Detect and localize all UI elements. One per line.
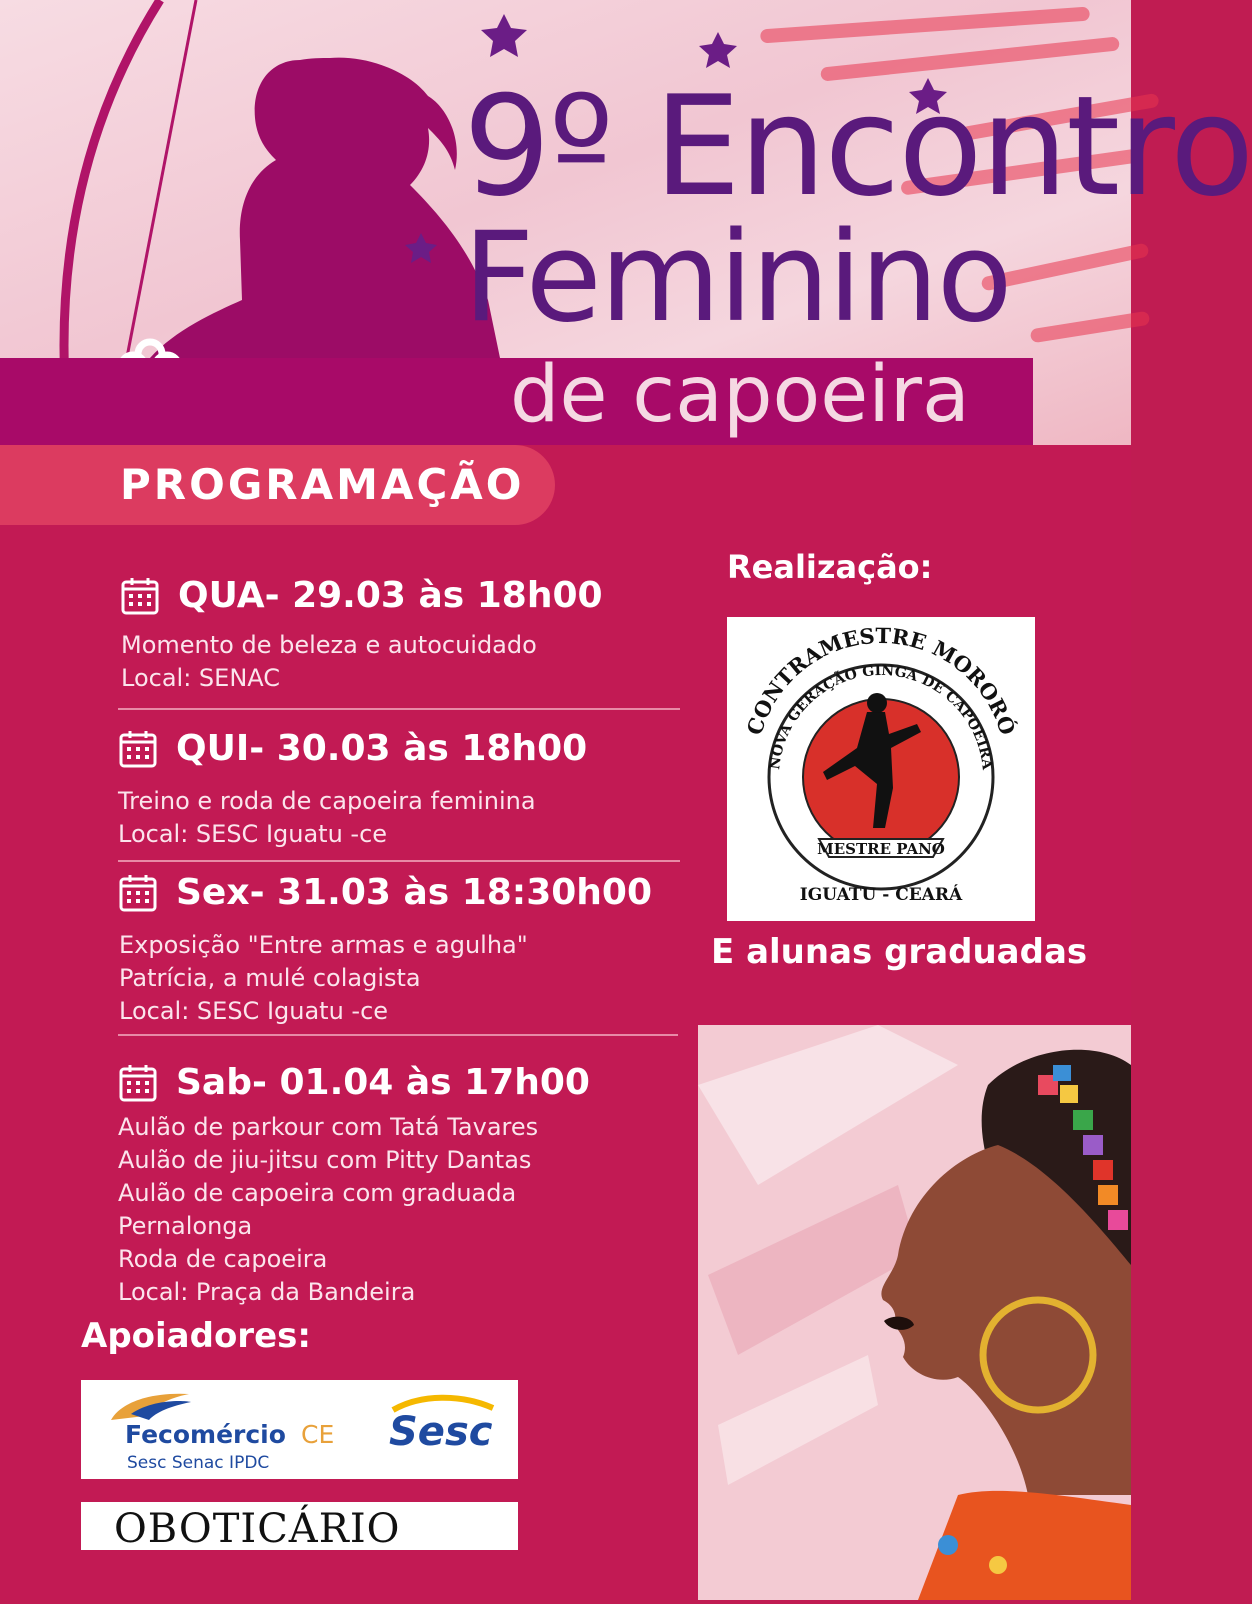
programacao-heading: PROGRAMAÇÃO xyxy=(120,460,525,509)
event-3-title: Sex- 31.03 às 18:30h00 xyxy=(176,872,653,913)
capoeira-group-logo-icon xyxy=(727,617,1035,921)
event-3-line: Local: SESC Iguatu -ce xyxy=(119,997,389,1025)
event-3-line: Patrícia, a mulé colagista xyxy=(119,964,421,992)
event-1-line: Local: SENAC xyxy=(121,664,281,692)
event-2-header xyxy=(118,728,587,769)
event-4-line: Pernalonga xyxy=(118,1212,253,1240)
event-3-details xyxy=(119,929,528,1028)
event-2-title: QUI- 30.03 às 18h00 xyxy=(176,728,588,769)
org-logo xyxy=(727,617,1035,921)
woman-profile-icon xyxy=(698,1025,1131,1600)
fecomercio-sesc-logo xyxy=(81,1380,518,1479)
sesc-name: Sesc xyxy=(389,1409,493,1455)
event-2-details xyxy=(118,785,536,851)
event-4-line: Aulão de jiu-jitsu com Pitty Dantas xyxy=(118,1146,532,1174)
boticario-logo xyxy=(81,1502,518,1550)
graduadas-note: E alunas graduadas xyxy=(711,932,1088,972)
event-1-header xyxy=(120,575,603,616)
event-4-line: Roda de capoeira xyxy=(118,1245,328,1273)
boticario-name: OBOTICÁRIO xyxy=(114,1506,401,1552)
woman-illustration xyxy=(698,1025,1131,1600)
event-4-line: Aulão de parkour com Tatá Tavares xyxy=(118,1113,539,1141)
event-4-line: Aulão de capoeira com graduada xyxy=(118,1179,517,1207)
event-4-details xyxy=(118,1111,538,1309)
divider xyxy=(118,708,680,710)
logo-top-arc: CONTRAMESTRE MORORÓ xyxy=(741,622,1021,738)
event-1-title: QUA- 29.03 às 18h00 xyxy=(178,575,603,616)
event-4-title: Sab- 01.04 às 17h00 xyxy=(176,1062,590,1103)
event-3-line: Exposição "Entre armas e agulha" xyxy=(119,931,528,959)
event-4-header xyxy=(118,1062,590,1103)
event-4-line: Local: Praça da Bandeira xyxy=(118,1278,416,1306)
event-3-header xyxy=(118,872,652,913)
logo-bottom: IGUATU - CEARÁ xyxy=(799,885,963,905)
logo-banner: MESTRE PANO xyxy=(817,840,945,858)
event-2-line: Treino e roda de capoeira feminina xyxy=(118,787,536,815)
divider xyxy=(118,1034,678,1036)
fecomercio-name: Fecomércio xyxy=(125,1420,286,1449)
apoiadores-heading: Apoiadores: xyxy=(81,1316,311,1356)
realizacao-heading: Realização: xyxy=(727,548,933,586)
fecomercio-suffix: CE xyxy=(301,1420,335,1449)
calendar-icon xyxy=(118,729,158,769)
divider xyxy=(118,860,680,862)
boticario-logo-icon xyxy=(81,1502,518,1550)
event-subtitle: de capoeira xyxy=(510,350,970,440)
header-banner xyxy=(0,0,1252,445)
event-2-line: Local: SESC Iguatu -ce xyxy=(118,820,388,848)
event-title-line2: Feminino xyxy=(463,206,1011,350)
fecomercio-sesc-logo-icon xyxy=(81,1380,518,1479)
calendar-icon xyxy=(120,576,160,616)
logo-inner-arc: NOVA GERAÇÃO GINGA DE CAPOEIRA xyxy=(767,662,995,771)
event-title-line1: 9º Encontro xyxy=(463,66,1252,227)
fecomercio-subtitle: Sesc Senac IPDC xyxy=(127,1453,270,1473)
calendar-icon xyxy=(118,873,158,913)
event-1-line: Momento de beleza e autocuidado xyxy=(121,631,537,659)
event-1-details xyxy=(121,629,537,695)
calendar-icon xyxy=(118,1063,158,1103)
